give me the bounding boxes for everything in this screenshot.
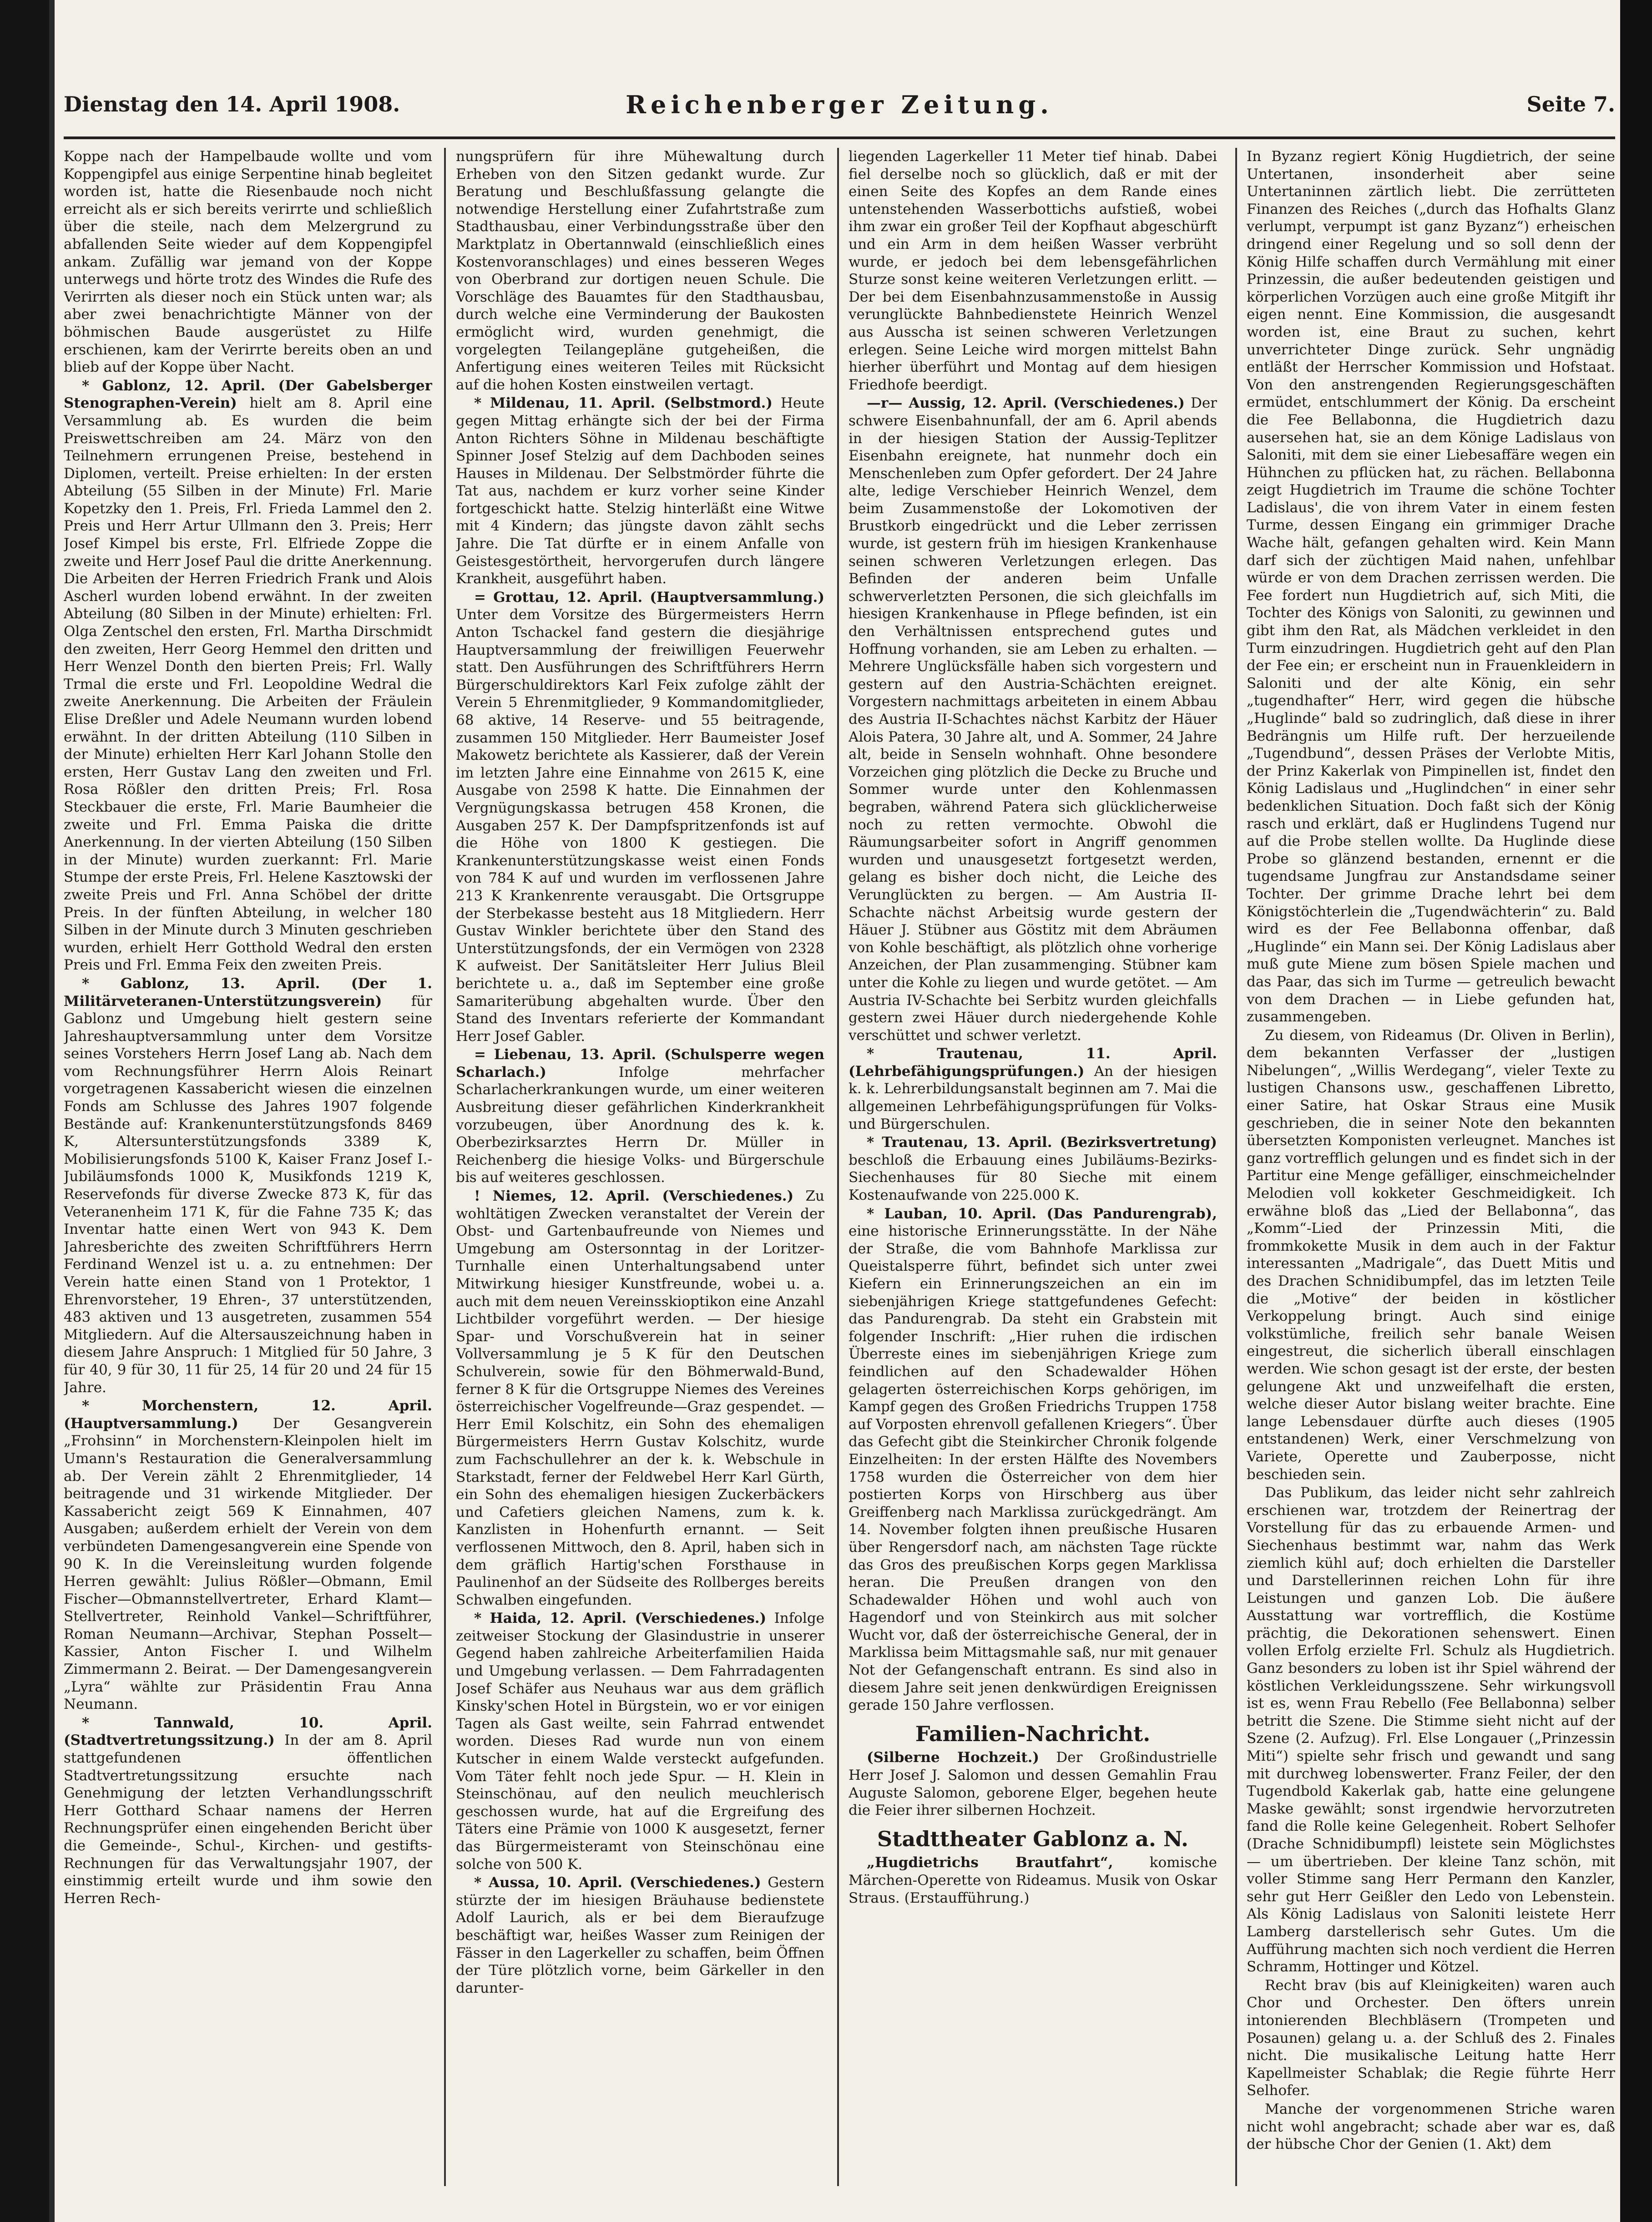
news-item-text: Der schwere Eisenbahnunfall, der am 6. April abends in der hiesigen Station der Aussig-Teplitzer Eisenbahn ereignete, hat nunmehr doch ein Menschenleben zum Opfer gefordert. Der 24 Jahre alte, ledige Verschieber Heinrich Wenzel, dem beim Zusammenstoße der Lokomotiven der Brustkorb eingedrückt und die Leber zerrissen wurde, ist gestern früh im hiesigen Krankenhause seinen schweren Verletzungen erlegen. Das Befinden der anderen beim Unfalle schwerverletzten Personen, die sich gleichfalls im hiesigen Krankenhause in Pflege befinden, ist ein den Verhältnissen entsprechend gutes und Hoffnung vorhanden, sie am Leben zu erhalten. — Mehrere Unglücksfälle haben sich vorgestern und gestern auf den Austria-Schächten ereignet. Vorgestern nachmittags arbeiteten in einem Abbau des Austria II-Schachtes nächst Karbitz der Häuer Alois Patera, 30 Jahre alt, und A. Sommer, 24 Jahre alt, beide in Senseln wohnhaft. Ohne besondere Vorzeichen ging plötzlich die Decke zu Bruche und Sommer wurde unter den Kohlenmassen begraben, während Patera sich glücklicherweise noch zu retten vermochte. Obwohl die Räumungsarbeiter sofort in Angriff genommen wurden und unausgesetzt fortgesetzt werden, gelang es bisher doch nicht, die Leiche des Verunglückten zu bergen. — Am Austria II-Schachte nächst Arbeitsig wurde gestern der Häuer J. Stübner aus Göstitz mit dem Abräumen von Kohle beschäftigt, als plötzlich ohne vorherige Anzeichen, der Plan zusammenging. Stübner kam unter die Kohle zu liegen und wurde getötet. — Am Austria IV-Schachte bei Serbitz wurden gleichfalls gestern zwei Häuer durch niedergehende Kohle verschüttet und schwer verletzt. <box>849 395 1217 1044</box>
news-item <box>1247 1484 1615 1976</box>
news-item <box>849 1045 1217 1133</box>
columns <box>64 148 1615 2195</box>
scan-right-border <box>1620 0 1652 2222</box>
news-item-text: nungsprüfern für ihre Mühewaltung durch Erheben von den Sitzen gedankt wurde. Zur Beratung und Beschlußfassung gelangte die notwendige Herstellung einer Zufahrtstraße zum Stadthausbau, einer Verbindungsstraße über den Marktplatz in Obertannwald (einschließlich eines Kostenvoranschlages) und eines besseren Weges von Oberbrand zur dortigen neuen Schule. Die Vorschläge des Bauamtes für den Stadthausbau, durch welche eine Verminderung der Baukosten ermöglicht wird, wurden genehmigt, die vorgelegten Teilangepläne gutgeheißen, die Anfertigung eines weiteren Teiles mit Rücksicht auf die hohen Kosten einstweilen vertagt. <box>456 148 824 393</box>
news-item-text: An der hiesigen k. k. Lehrerbildungsanstalt beginnen am 7. Mai die allgemeinen Lehrbefähigungsprüfungen für Volks- und Bürgerschulen. <box>849 1063 1217 1132</box>
news-item-text: komische Märchen-Operette von Rideamus. Musik von Oskar Straus. (Erstaufführung.) <box>849 1854 1217 1906</box>
news-item <box>456 1046 824 1187</box>
news-item-text: für Gablonz und Umgebung hielt gestern seine Jahreshauptversammlung unter dem Vorsitze seines Vorstehers Herrn Josef Lang ab. Nach dem vom Rechnungsführer Herrn Alois Reinart vorgetragenen Kassabericht wiesen die einzelnen Fonds am Schlusse des Jahres 1907 folgende Bestände auf: Krankenunterstützungsfonds 8469 K, Altersunterstützungsfonds 3389 K, Mobilisierungsfonds 5100 K, Kaiser Franz Josef I.-Jubiläumsfonds 1000 K, Musikfonds 1219 K, Reservefonds für diverse Zwecke 873 K, für das Veteranenheim 171 K, für die Fahne 735 K; das Inventar hatte einen Wert von 943 K. Dem Jahresberichte des zweiten Schriftführers Herrn Ferdinand Wenzel ist u. a. zu entnehmen: Der Verein hatte einen Stand von 1 Protektor, 1 Ehrenvorsteher, 19 Ehren-, 37 unterstützenden, 483 aktiven und 13 ausgetreten, zusammen 554 Mitgliedern. Auf die Altersauszeichnung haben in diesem Jahre Anspruch: 1 Mitglied für 50 Jahre, 3 für 40, 9 für 30, 11 für 25, 14 für 20 und 24 für 15 Jahre. <box>64 993 432 1396</box>
newspaper-title: Reichenberger Zeitung. <box>626 90 1053 119</box>
news-item-heading: * Lauban, 10. April. (Das Pandurengrab), <box>867 1205 1217 1222</box>
news-item-text: Der Großindustrielle Herr Josef J. Salomon und dessen Gemahlin Frau Auguste Salomon, geborene Elger, begehen heute die Feier ihrer silbernen Hochzeit. <box>849 1749 1217 1819</box>
page-number: Seite 7. <box>1526 92 1615 116</box>
news-item <box>849 1134 1217 1204</box>
news-item <box>64 1714 432 1908</box>
news-item-text: Zu diesem, von Rideamus (Dr. Oliven in Berlin), dem bekannten Verfasser der „lustigen Nibelungen“, „Willis Werdegang“, vieler Texte zu lustigen Chansons usw., geschaffenen Libretto, einer Satire, hat Oskar Straus eine Musik geschrieben, die in seiner Note den bekannten übersetzten Komponisten verleugnet. Manches ist ganz vortrefflich gelungen und es findet sich in der Partitur eine Menge gefälliger, einschmeichelnder Melodien voll kokketer Geschmeidigkeit. Ich erwähne bloß das „Lied der Bellabonna“, das „Komm“-Lied der Prinzessin Miti, die frommkokette Musik in dem auch in der Faktur interessanten „Madrigale“, das Duett Mitis und des Drachen Schnidibumpfel, das im letzten Teile die „Motive“ der beiden in köstlicher Verkoppelung bringt. Auch sind einige volkstümliche, freilich sehr banale Weisen eingestreut, die sicherlich überall einschlagen werden. Wie schon gesagt ist der erste, der besten gelungene Akt und unzweifelhaft die ersten, welche dieser Autor bislang weiter brachte. Eine lange Lebensdauer dürfte auch dieses (1905 entstandenen) Werk, einer Verschmelzung von Variete, Operette und Zauberposse, nicht beschieden sein. <box>1247 1027 1615 1483</box>
article-continuation <box>64 148 432 376</box>
news-item <box>456 1874 824 1997</box>
news-item-heading: * Tannwald, 10. April. (Stadtvertretungssitzung.) <box>64 1714 432 1749</box>
news-item-heading: * Mildenau, 11. April. (Selbstmord.) <box>474 395 773 412</box>
news-item-text: In der am 8. April stattgefundenen öffentlichen Stadtvertretungssitzung ersuchte nach Genehmigung der letzten Verhandlungsschrift Herr Gotthard Schaar namens der Herren Rechnungsprüfer einen eingehenden Bericht über die Gemeinde-, Schul-, Kirchen- und gestifts-Rechnungen für das Verwaltungsjahr 1907, der einstimmig erteilt wurde und ihm sowie den Herren Rech- <box>64 1732 432 1907</box>
news-item <box>456 1610 824 1873</box>
news-item-text: hielt am 8. April eine Versammlung ab. Es wurden die beim Preiswettschreiben am 24. März von den Teilnehmern errungenen Preise, bestehend in Diplomen, verteilt. Preise erhielten: In der ersten Abteilung (55 Silben in der Minute) Frl. Marie Kopetzky den 1. Preis, Frl. Frieda Lammel den 2. Preis und Herr Artur Ullmann den 3. Preis; Herr Josef Kimpel bis erste, Frl. Elfriede Zoppe die zweite und Herr Josef Paul die dritte Anerkennung. Die Arbeiten der Herren Friedrich Frank und Alois Ascherl wurden lobend erwähnt. In der zweiten Abteilung (80 Silben in der Minute) erhielten: Frl. Olga Zentschel den ersten, Frl. Martha Dirschmidt den zweiten, Herr Georg Hemmel den dritten und Herr Wenzel Donth den bierten Preis; Frl. Wally Trmal die erste und Frl. Leopoldine Wedral die zweite Anerkennung. Die Arbeiten der Fräulein Elise Dreßler und Adele Neumann wurden lobend erwähnt. In der dritten Abteilung (110 Silben in der Minute) erhielten Herr Karl Johann Stolle den ersten, Herr Gustav Lang den zweiten und Frl. Rosa Rößler den dritten Preis; Frl. Rosa Steckbauer die erste, Frl. Marie Baumheier die zweite und Frl. Emma Paiska die dritte Anerkennung. In der vierten Abteilung (150 Silben in der Minute) wurden zuerkannt: Frl. Marie Stumpe der erste Preis, Frl. Helene Kasztowski der zweite Preis und Frl. Anna Schöbel der dritte Preis. In der fünften Abteilung, in welcher 180 Silben in der Minute durch 3 Minuten geschrieben wurden, erhielt Herr Gotthold Wedral den ersten Preis und Frl. Emma Feix den zweiten Preis. <box>64 395 432 974</box>
news-item <box>849 1854 1217 1907</box>
news-item-heading: * Aussa, 10. April. (Verschiedenes.) <box>474 1874 761 1891</box>
news-item-text: Heute gegen Mittag erhängte sich der bei der Firma Anton Richters Söhne in Mildenau beschäftigte Spinner Josef Stelzig auf dem Dachboden seines Hauses in Mildenau. Der Selbstmörder führte die Tat aus, nachdem er kurz vorher seine Kinder fortgeschickt hatte. Stelzig hinterläßt eine Witwe mit 4 Kindern; das jüngste davon zählt sechs Jahre. Die Tat dürfte er in einem Anfalle von Geistesgestörtheit, hervorgerufen durch längere Krankheit, ausgeführt haben. <box>456 395 824 587</box>
article-continuation <box>456 148 824 394</box>
newspaper-page <box>64 82 1615 2202</box>
column-4 <box>1247 148 1615 2195</box>
news-item-heading: * Gablonz, 12. April. (Der Gabelsberger Stenographen-Verein) <box>64 377 432 412</box>
news-item-heading: * Haida, 12. April. (Verschiedenes.) <box>474 1610 767 1627</box>
news-item-heading: = Grottau, 12. April. (Hauptversammlung.) <box>474 589 824 606</box>
section-heading: Stadttheater Gablonz a. N. <box>877 1826 1189 1851</box>
section-heading: Familien-Nachricht. <box>915 1721 1151 1746</box>
news-item-heading: „Hugdietrichs Brautfahrt“, <box>867 1854 1113 1871</box>
news-item-text: liegenden Lagerkeller 11 Meter tief hinab. Dabei fiel derselbe noch so glücklich, daß er mit der einen Seite des Kopfes an dem Rande eines untenstehenden Wasserbottichs aufstieß, wobei ihm zwar ein großer Teil der Kopfhaut abgeschürft und ein Arm in dem heißen Wasser verbrüht wurde, er jedoch bei dem lebensgefährlichen Sturze sonst keine weiteren Verletzungen erlitt. — Der bei dem Eisenbahnzusammenstoße in Aussig verunglückte Bahnbedienstete Heinrich Wenzel aus Ausscha ist seinen schweren Verletzungen erlegen. Seine Leiche wird morgen mittelst Bahn hierher überführt und Montag auf dem hiesigen Friedhofe beerdigt. <box>849 148 1217 393</box>
news-item <box>456 394 824 588</box>
news-item-heading: * Morchenstern, 12. April. (Hauptversammlung.) <box>64 1398 432 1432</box>
news-item-text: In Byzanz regiert König Hugdietrich, der seine Untertanen, insonderheit aber seine Untertaninnen zärtlich liebt. Die zerrütteten Finanzen des Reiches („durch das Hofhalts Glanz verlumpt, verpumpt ist ganz Byzanz“) erheischen dringend einer Regelung und so soll denn der König Hilfe schaffen durch Vermählung mit einer Prinzessin, die außer bedeutenden geistigen und körperlichen Vorzügen auch eine große Mitgift ihr eigen nennt. Eine Kommission, die ausgesandt worden ist, eine Braut zu suchen, kehrt unverrichteter Dinge zurück. Sehr ungnädig entläßt der Herrscher Kommission und Hofstaat. Von den anstrengenden Regierungsgeschäften ermüdet, entschlummert der König. Da erscheint die Fee Bellabonna, die Hugdietrich dazu ausersehen hat, sie an dem Könige Ladislaus von Saloniti, mit dem sie einer Liebesaffäre wegen ein Hühnchen zu pflücken hat, zu rächen. Bellabonna zeigt Hugdietrich im Traume die schöne Tochter Ladislaus', die von ihrem Vater in einem festen Turme, dessen Eingang ein grimmiger Drache Wache hält, gefangen gehalten wird. Kein Mann darf sich der züchtigen Maid nahen, unfehlbar würde er von dem Drachen zerrissen werden. Die Fee fordert nun Hugdietrich auf, sich Miti, die Tochter des Königs von Saloniti, zu gewinnen und gibt ihm den Rat, als Mädchen verkleidet in den Turm einzudringen. Hugdietrich geht auf den Plan der Fee ein; er erscheint nun in Frauenkleidern in Saloniti und der alte König, ein sehr „tugendhafter“ Herr, wird gegen die hübsche „Huglinde“ bald so zudringlich, daß diese in ihrer Bedrängnis um Hilfe ruft. Der herzueilende „Tugendbund“, dessen Präses der Verlobte Mitis, der Prinz Kakerlak von Pimpinellen ist, findet den König Ladislaus und „Huglindchen“ in einer sehr bedenklichen Situation. Doch faßt sich der König rasch und erklärt, daß er Huglindens Tugend nur auf die Probe stellen wollte. Da Huglinde diese Probe so glänzend bestanden, ernennt er die tugendsame Jungfrau zur Anstandsdame seiner Tochter. Der grimme Drache lehrt bei dem Königstöchterlein die „Tugendwächterin“ zu. Bald wird es der Fee Bellabonna offenbar, daß „Huglinde“ ein Mann sei. Der König Ladislaus aber muß gute Miene zum bösen Spiele machen und das Paar, das sich im Turme — getreulich bewacht von dem Drachen — in Liebe gefunden hat, zusammengeben. <box>1247 148 1615 1025</box>
scan-left-edge <box>49 0 55 2222</box>
column-1 <box>64 148 432 2195</box>
news-item-text: beschloß die Erbauung eines Jubiläums-Bezirks-Siechenhauses für 80 Sieche mit einem Kostenaufwande von 225.000 K. <box>849 1151 1217 1204</box>
news-item <box>1247 1027 1615 1483</box>
news-item-text: Der Gesangverein „Frohsinn“ in Morchenstern-Kleinpolen hielt im Umann's Restauration die Generalversammlung ab. Der Verein zählt 2 Ehrenmitglieder, 14 beitragende und 31 wirkende Mitglieder. Der Kassabericht zeigt 569 K Einnahmen, 407 Ausgaben; außerdem erhielt der Verein von dem verbündeten Damengesangverein eine Spende von 90 K. In die Vereinsleitung wurden folgende Herren gewählt: Julius Rößler—Obmann, Emil Fischer—Obmannstellvertreter, Erhard Klamt—Stellvertreter, Reinhold Vankel—Schriftführer, Roman Neumann—Archivar, Stephan Posselt—Kassier, Anton Fischer I. und Wilhelm Zimmermann 2. Beirat. — Der Damengesangverein „Lyra“ wählte zur Präsidentin Frau Anna Neumann. <box>64 1415 432 1713</box>
news-item-text: Manche der vorgenommenen Striche waren nicht wohl angebracht; schade aber war es, daß der hübsche Chor der Genien (1. Akt) dem <box>1247 2101 1615 2153</box>
news-item <box>456 589 824 1045</box>
news-item-heading: —r— Aussig, 12. April. (Verschiedenes.) <box>867 395 1185 412</box>
article-continuation <box>1247 148 1615 1026</box>
news-item-text: Infolge zeitweiser Stockung der Glasindustrie in unserer Gegend haben zahlreiche Arbeiterfamilien Haida und Umgebung verlassen. — Dem Fahrradagenten Josef Schäfer aus Neuhaus war aus dem gräflich Kinsky'schen Hotel in Bürgstein, wo er vor einigen Tagen als Gast weilte, sein Fahrrad entwendet worden. Dieses Rad wurde nun von einem Kutscher in einem Walde versteckt aufgefunden. Vom Täter fehlt noch jede Spur. — H. Klein in Steinschönau, auf den neulich meuchlerisch geschossen wurde, hat auf die Ergreifung des Täters eine Prämie von 1000 K ausgesetzt, ferner das Bürgermeisteramt von Steinschönau eine solche von 500 K. <box>456 1610 824 1873</box>
news-item <box>849 394 1217 1044</box>
news-item-heading: * Trautenau, 11. April. (Lehrbefähigungsprüfungen.) <box>849 1045 1217 1080</box>
news-item <box>1247 2101 1615 2153</box>
news-item-text: Recht brav (bis auf Kleinigkeiten) waren auch Chor und Orchester. Den öfters unrein intonierenden Blechbläsern (Trompeten und Posaunen) gelang u. a. der Schluß des 2. Finales nicht. Die musikalische Leitung hatte Herr Kapellmeister Schablak; die Regie führte Herr Selhofer. <box>1247 1977 1615 2099</box>
news-item-text: Infolge mehrfacher Scharlacherkrankungen wurde, um einer weiteren Ausbreitung dieser gefährlichen Kinderkrankheit vorzubeugen, über Anordnung des k. k. Oberbezirksarztes Herrn Dr. Müller in Reichenberg die hiesige Volks- und Bürgerschule bis auf weiteres geschlossen. <box>456 1064 824 1186</box>
news-item-heading: (Silberne Hochzeit.) <box>867 1749 1040 1766</box>
news-item <box>64 1397 432 1713</box>
news-item-heading: = Liebenau, 13. April. (Schulsperre wegen Scharlach.) <box>456 1046 824 1081</box>
news-item-text: Das Publikum, das leider nicht sehr zahlreich erschienen war, trotzdem der Reinertrag der Vorstellung für das zu erbauende Armen- und Siechenhaus bestimmt war, nahm das Werk ziemlich kühl auf; doch erhielten die Darsteller und Darstellerinnen reichen Lohn für ihre Leistungen und ganzen Lob. Die äußere Ausstattung war vortrefflich, die Kostüme prächtig, die Dekorationen sehenswert. Einen vollen Erfolg erzielte Frl. Schulz als Hugdietrich. Ganz besonders zu loben ist ihr Spiel während der köstlichen Verkleidungsszene. Sehr wirkungsvoll ist es, wenn Frau Rebello (Fee Bellabonna) selber betritt die Szene. Die Stimme sieht nicht auf der Szene (2. Aufzug). Frl. Else Longauer („Prinzessin Miti“) spielte sehr frisch und gewandt und sang mit durchweg lobenswerter. Franz Feiler, der den Tugendbold Kakerlak gab, hatte eine gelungene Maske gewählt; sonst irgendwie hervorzutreten fand die Rolle keine Gelegenheit. Robert Selhofer (Drache Schnidibumpfl) leistete sein Möglichstes — um übertrieben. Der kleine Tanz schön, mit voller Stimme sang Herr Permann den Kanzler, sehr gut Herr Geißler den Ledo von Lebenstein. Als König Ladislaus von Saloniti leistete Herr Lamberg darstellerisch sehr Gutes. Um die Aufführung machten sich noch verdient die Herren Schramm, Hottinger und Kötzel. <box>1247 1485 1615 1975</box>
news-item <box>456 1187 824 1609</box>
news-item-text: Unter dem Vorsitze des Bürgermeisters Herrn Anton Tschackel fand gestern die diesjährige Hauptversammlung der freiwilligen Feuerwehr statt. Den Ausführungen des Schriftführers Herrn Bürgerschuldirektors Karl Feix zufolge zählt der Verein 5 Ehrenmitglieder, 9 Kommandomitglieder, 68 aktive, 14 Reserve- und 55 beitragende, zusammen 150 Mitglieder. Herr Baumeister Josef Makowetz berichtete als Kassierer, daß der Verein im letzten Jahre eine Einnahme von 2615 K, eine Ausgabe von 2598 K hatte. Die Einnahmen der Vergnügungskassa betrugen 458 Kronen, die Ausgaben 257 K. Der Dampfspritzenfonds ist auf die Höhe von 1800 K gestiegen. Die Krankenunterstützungskasse weist einen Fonds von 784 K auf und wurden im verflossenen Jahre 213 K Krankenrente verausgabt. Die Ortsgruppe der Sterbekasse besteht aus 18 Mitgliedern. Herr Gustav Winkler berichtete über den Stand des Unterstützungsfonds, der ein Vermögen von 2328 K aufweist. Der Sanitätsleiter Herr Julius Bleil berichtete u. a., daß im September eine große Samariterübung abgehalten wurde. Über den Stand des Inventars referierte der Kommandant Herr Josef Gabler. <box>456 606 824 1045</box>
news-item-text: Gestern stürzte der im hiesigen Bräuhause bedienstete Adolf Laurich, als er bei dem Bieraufzuge beschäftigt war, heißes Wasser zum Reinigen der Fässer in den Lagerkeller zu schaffen, beim Öffnen der Türe plötzlich vorne, beim Gärkeller in den darunter- <box>456 1874 824 1996</box>
news-item <box>849 1749 1217 1819</box>
scan-left-border <box>0 0 55 2222</box>
header-date: Dienstag den 14. April 1908. <box>64 92 400 116</box>
news-item-heading: * Trautenau, 13. April. (Bezirksvertretung) <box>867 1134 1217 1151</box>
news-item <box>1247 1977 1615 2100</box>
news-item-heading: ! Niemes, 12. April. (Verschiedenes.) <box>474 1188 794 1205</box>
news-item <box>849 1205 1217 1714</box>
news-item-heading: * Gablonz, 13. April. (Der 1. Militärveteranen-Unterstützungsverein) <box>64 975 432 1010</box>
column-3 <box>849 148 1217 2195</box>
news-item-text: Zu wohltätigen Zwecken veranstaltet der Verein der Obst- und Gartenbaufreunde von Niemes und Umgebung am Ostersonntag in der Loritzer-Turnhalle einen Unterhaltungsabend unter Mitwirkung hiesiger Kunstfreunde, wobei u. a. auch mit dem neuen Vereinsskioptikon eine Anzahl Lichtbilder vorgeführt werden. — Der hiesige Spar- und Vorschußverein hat in seiner Vollversammlung je 5 K für den Deutschen Schulverein, sowie für den Böhmerwald-Bund, ferner 8 K für die Ortsgruppe Niemes des Vereines österreichischer Vogelfreunde—Graz gespendet. — Herr Emil Kolschitz, ein Sohn des ehemaligen Bürgermeisters Herrn Gustav Kolschitz, wurde zum Fachschullehrer an der k. k. Webschule in Starkstadt, ferner der Feldwebel Herr Karl Gürth, ein Sohn des ehemaligen hiesigen Zuckerbäckers und Cafetiers gleichen Namens, zum k. k. Kanzlisten in Hohenfurth ernannt. — Seit verflossenen Mittwoch, den 8. April, haben sich in dem gräflich Hartig'schen Forsthause in Paulinenhof an der Südseite des Rollberges bereits Schwalben eingefunden. <box>456 1188 824 1608</box>
news-item-text: Koppe nach der Hampelbaude wollte und vom Koppengipfel aus einige Serpentine hinab begleitet worden ist, hatte die Riesenbaude noch nicht erreicht als er sich bereits verirrte und schließlich über die steile, nach dem Melzergrund zu abfallenden Seite wieder auf dem Koppengipfel ankam. Zufällig war jemand von der Koppe unterwegs und hörte trotz des Windes die Rufe des Verirrten als dieser noch ein Stück unten war; als aber zwei benachrichtigte Männer von der böhmischen Baude ausgerüstet zu Hilfe erschienen, kam der Verirrte bereits oben an und blieb auf der Koppe über Nacht. <box>64 148 432 376</box>
news-item-text: eine historische Erinnerungsstätte. In der Nähe der Straße, die vom Bahnhofe Marklissa zur Queistalsperre führt, befindet sich unter zwei Kiefern ein Erinnerungszeichen an ein im siebenjährigen Kriege stattgefundenes Gefecht: das Pandurengrab. Da steht ein Grabstein mit folgender Inschrift: „Hier ruhen die irdischen Überreste eines im siebenjährigen Kriege zum feindlichen auf den Schadewalder Höhen gelagerten österreichischen Korps gehörigen, im Kampf gegen des Großen Friedrichs Truppen 1758 auf Vorposten ehrenvoll gefallenen Kriegers“. Über das Gefecht gibt die Steinkircher Chronik folgende Einzelheiten: In der ersten Hälfte des Novembers 1758 wurden die Österreicher von dem hier postierten Korps von Hirschberg aus über Greiffenberg nach Marklissa zurückgedrängt. Am 14. November folgten ihnen preußische Husaren über Rengersdorf nach, am nächsten Tage rückte das Gros des preußischen Korps gegen Marklissa heran. Die Preußen drangen von den Schadewalder Höhen und wohl auch von Hagendorf und von Steinkirch aus mit solcher Wucht vor, daß der österreichische General, der in Marklissa beim Mittagsmahle saß, nur mit genauer Not der Gefangenschaft entrann. Es sind also in diesem Jahre seit jenen denkwürdigen Ereignissen gerade 150 Jahre verflossen. <box>849 1223 1217 1714</box>
article-continuation <box>849 148 1217 394</box>
news-item <box>64 975 432 1396</box>
page-header <box>64 82 1615 139</box>
news-item <box>64 377 432 974</box>
column-2 <box>456 148 824 2195</box>
